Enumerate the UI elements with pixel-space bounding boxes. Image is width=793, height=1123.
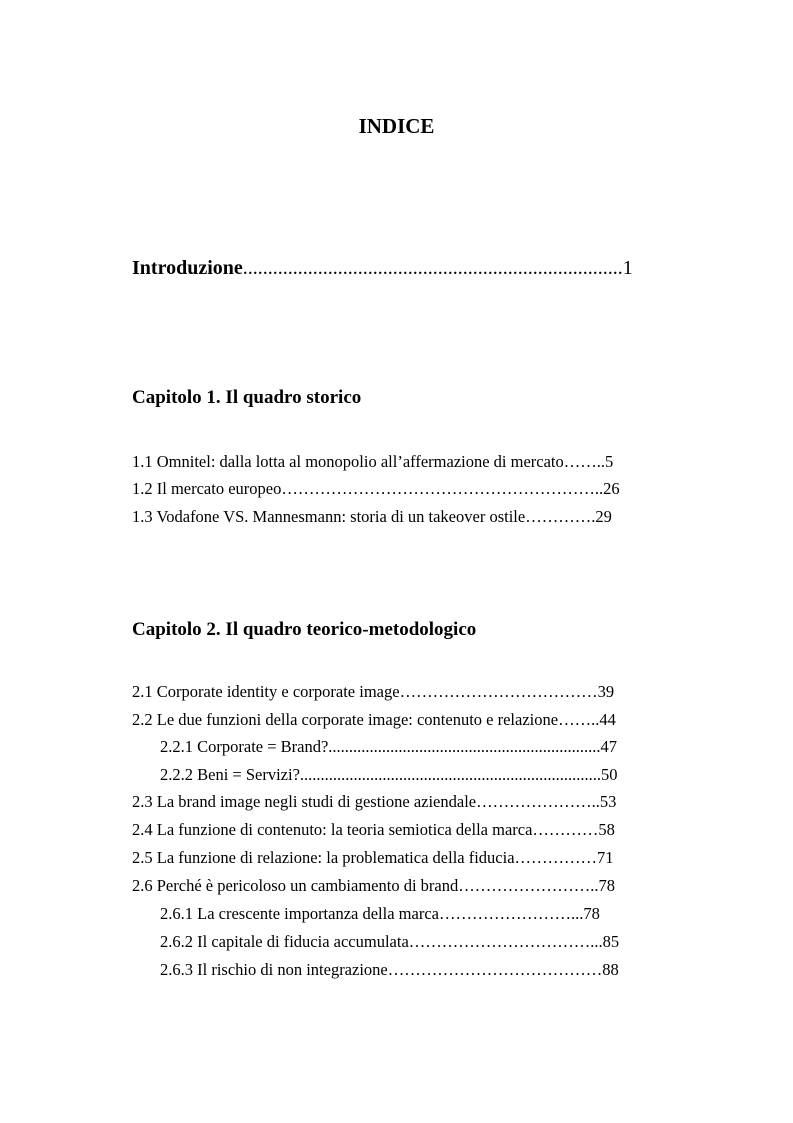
introduction-page: 1 <box>622 257 633 279</box>
toc-entry-2-6-2[interactable]: 2.6.2 Il capitale di fiducia accumulata……………………………...85 <box>160 932 620 951</box>
page-title: INDICE <box>358 114 435 138</box>
toc-entry-1-2[interactable]: 1.2 Il mercato europeo…………………………………………………..26 <box>132 479 620 498</box>
toc-entry-1-3[interactable]: 1.3 Vodafone VS. Mannesmann: storia di un takeover ostile………….29 <box>132 507 612 526</box>
chapter-1-heading: Capitolo 1. Il quadro storico <box>132 387 362 408</box>
toc-entry-1-1[interactable]: 1.1 Omnitel: dalla lotta al monopolio all’affermazione di mercato……..5 <box>132 452 614 471</box>
toc-entry-2-6[interactable]: 2.6 Perché è pericoloso un cambiamento di brand……………………..78 <box>132 876 615 895</box>
introduction-label: Introduzione <box>132 257 243 279</box>
toc-entry-2-2-1[interactable]: 2.2.1 Corporate = Brand?..................................................................47 <box>160 737 618 756</box>
toc-entry-2-2[interactable]: 2.2 Le due funzioni della corporate image: contenuto e relazione……..44 <box>132 710 616 729</box>
toc-entry-2-4[interactable]: 2.4 La funzione di contenuto: la teoria semiotica della marca…………58 <box>132 820 615 839</box>
introduction-leader: ............................................................................ <box>242 257 623 279</box>
chapter-2-heading: Capitolo 2. Il quadro teorico-metodologico <box>132 619 477 640</box>
toc-entry-2-5[interactable]: 2.5 La funzione di relazione: la problematica della fiducia……………71 <box>132 848 614 867</box>
toc-entry-2-3[interactable]: 2.3 La brand image negli studi di gestione aziendale…………………..53 <box>132 792 617 811</box>
toc-entry-2-6-1[interactable]: 2.6.1 La crescente importanza della marca……………………...78 <box>160 904 600 923</box>
toc-entry-2-6-3[interactable]: 2.6.3 Il rischio di non integrazione…………………………………88 <box>160 960 619 979</box>
toc-entry-2-2-2[interactable]: 2.2.2 Beni = Servizi?.........................................................................50 <box>160 765 618 784</box>
toc-entry-2-1[interactable]: 2.1 Corporate identity e corporate image………………………………39 <box>132 682 615 701</box>
toc-introduction[interactable] <box>132 257 680 280</box>
